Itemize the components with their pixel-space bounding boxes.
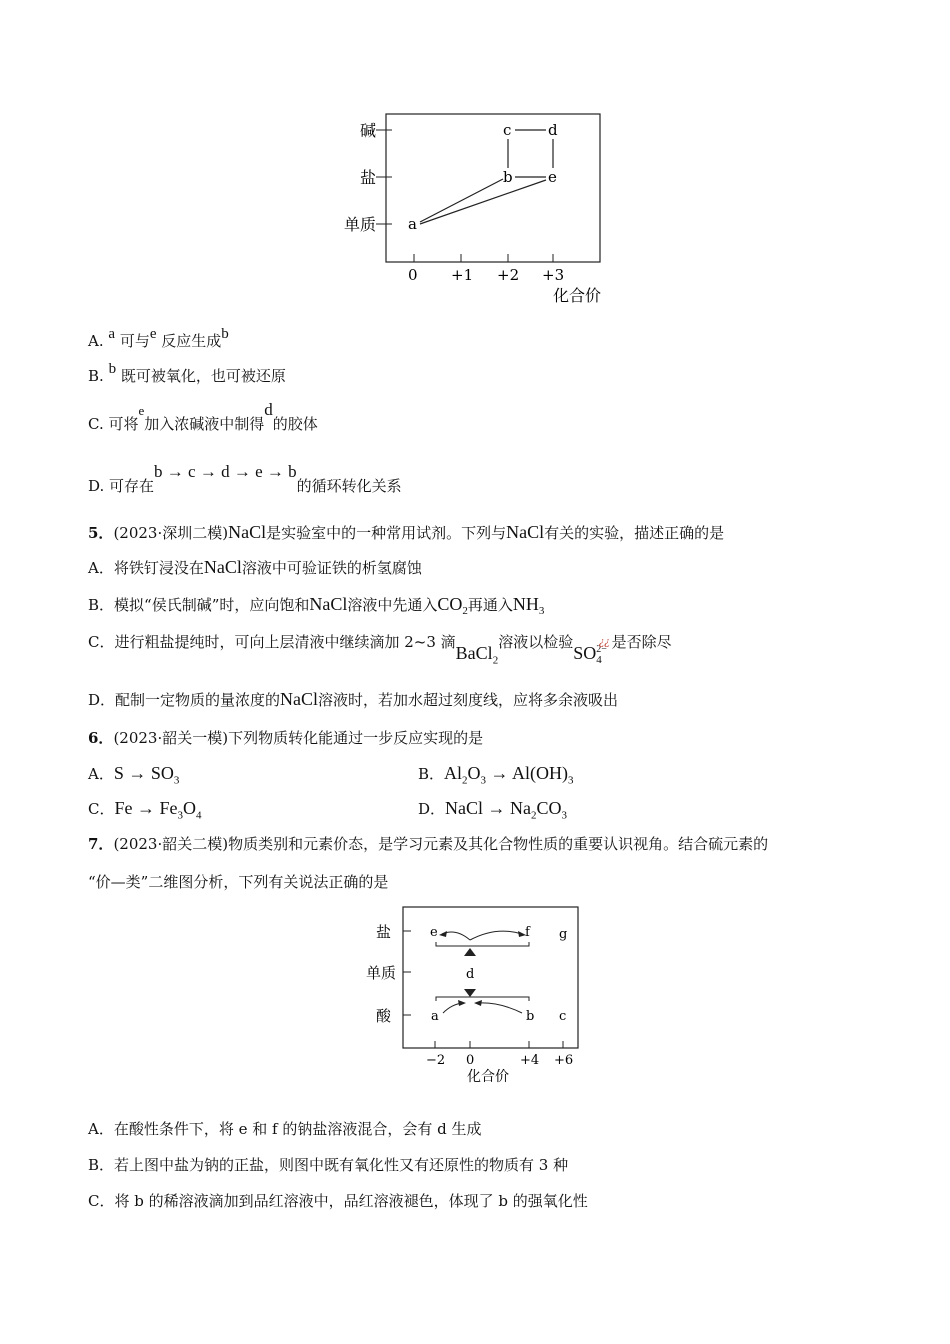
q4-a-prefix: A. <box>88 332 109 350</box>
fig1-point-e: e <box>548 168 557 186</box>
q6-a-arrow: → <box>128 763 147 783</box>
q5-stem-c: 有关的实验，描述正确的是 <box>544 524 725 542</box>
q4-option-c <box>88 400 318 436</box>
q5-option-d <box>88 688 618 711</box>
fig1-point-b: b <box>503 168 513 186</box>
q7-number: 7． <box>88 835 114 853</box>
q7-stem-line2 <box>88 871 388 893</box>
q6-c-formula <box>114 798 202 822</box>
q5-d-text2: 溶液时，若加水超过刻度线，应将多余液吸出 <box>318 691 619 709</box>
q5-option-a <box>88 556 422 579</box>
fig2-xtick-1: 0 <box>466 1053 475 1068</box>
q6-d-to-c: CO <box>536 798 562 818</box>
q7-b-text: B．若上图中盐为钠的正盐，则图中既有氧化性又有还原性的物质有 3 种 <box>88 1156 569 1174</box>
q6-c-from: Fe <box>114 798 133 818</box>
q6-b-from-sub1: 2 <box>462 774 468 787</box>
fig1-ylabel-base: 碱 <box>360 121 377 140</box>
fig2-ylabel-element: 单质 <box>366 964 397 982</box>
fig1-xtick-0: 0 <box>408 266 418 284</box>
fig2-xtick-2: +4 <box>520 1053 540 1068</box>
fig2-point-g: g <box>559 927 568 942</box>
q6-b-label: B． <box>418 765 445 783</box>
fig1-xtick-2: +2 <box>497 266 520 284</box>
q4-option-a <box>88 326 229 353</box>
figure-2-diagram <box>0 900 950 1100</box>
q4-c-prefix: C. 可将 <box>88 415 139 433</box>
q6-a-formula <box>113 763 180 787</box>
q6-a-label: A． <box>88 765 114 783</box>
fig2-point-e: e <box>430 925 438 940</box>
q7-stem-text2: “价—类”二维图分析，下列有关说法正确的是 <box>88 873 389 891</box>
q4-c-t1: 加入浓碱液中制得 <box>144 415 265 433</box>
q7-option-b <box>88 1154 568 1176</box>
q6-c-label: C． <box>88 800 115 818</box>
q6-d-from: NaCl <box>445 798 484 818</box>
q5-a-nacl: NaCl <box>203 557 242 577</box>
q5-c-bacl2-group <box>455 643 499 667</box>
q5-b-text2: 溶液中先通入 <box>347 596 438 614</box>
q4-b-prefix: B. <box>88 367 109 385</box>
fig1-xtick-3: +3 <box>542 266 565 284</box>
q6-row-1 <box>88 762 574 792</box>
q5-b-co2-sub: 2 <box>462 605 468 617</box>
q7-stem-line1 <box>88 833 768 855</box>
q4-c-v2: d <box>264 400 273 419</box>
q6-b-to: Al <box>512 763 531 783</box>
q4-option-b <box>88 361 286 388</box>
fig2-point-c: c <box>559 1009 567 1024</box>
q4-a-v3: b <box>221 326 229 342</box>
q4-c-t2: 的胶体 <box>272 415 318 433</box>
q6-number: 6． <box>88 729 114 747</box>
fig2-point-a: a <box>431 1009 439 1024</box>
figure-1-diagram <box>0 0 950 320</box>
q6-b-from-o: O <box>467 763 481 783</box>
q7-stem-text1: (2023·韶关二模)物质类别和元素价态，是学习元素及其化合物性质的重要认识视角。结合硫元素的 <box>113 835 769 853</box>
fig2-ylabel-acid: 酸 <box>376 1007 392 1025</box>
q5-a-text1: A．将铁钉浸没在 <box>88 559 204 577</box>
q5-d-nacl: NaCl <box>280 689 319 709</box>
q4-a-v2: e <box>149 326 157 342</box>
fig1-point-a: a <box>408 215 417 233</box>
q6-stem <box>88 727 483 749</box>
fig2-xtick-3: +6 <box>554 1053 574 1068</box>
q5-d-text1: D．配制一定物质的量浓度的 <box>88 691 281 709</box>
fig1-point-d: d <box>548 121 558 139</box>
q5-stem-a: (2023·深圳二模) <box>113 524 229 542</box>
q5-b-nh3-sub: 3 <box>538 605 545 617</box>
q5-c-text1: C．进行粗盐提纯时，可向上层清液中继续滴加 2~3 滴 <box>88 633 456 651</box>
q5-b-text1: B．模拟“侯氏制碱”时，应向饱和 <box>88 596 310 614</box>
fig1-ylabel-salt: 盐 <box>360 168 377 187</box>
q6-b-from: Al <box>444 763 463 783</box>
q7-option-a <box>88 1118 481 1140</box>
fig1-xtick-1: +1 <box>451 266 474 284</box>
fig2-ylabel-salt: 盐 <box>376 923 392 941</box>
q4-d-chain: b → c → d → e → b <box>154 462 297 481</box>
q5-c-so4-glitch: ¿¿ <box>598 637 610 648</box>
q5-stem-b: 是实验室中的一种常用试剂。下列与 <box>266 524 507 542</box>
q4-c-v1: e <box>138 403 145 418</box>
q5-b-text3: 再通入 <box>467 596 513 614</box>
q6-a-to-sub: 3 <box>173 774 180 787</box>
q6-d-formula <box>445 798 568 822</box>
q6-d-label: D． <box>418 800 446 818</box>
q7-c-text: C．将 b 的稀溶液滴加到品红溶液中，品红溶液褪色，体现了 b 的强氧化性 <box>88 1192 588 1210</box>
q5-c-bacl2-sub: 2 <box>492 654 499 667</box>
q4-a-t1: 可与 <box>115 332 150 350</box>
q5-c-so4-sup: 2− <box>596 643 607 655</box>
q4-option-d <box>88 462 402 497</box>
q6-d-arrow: → <box>487 798 506 818</box>
q6-b-from-sub2: 3 <box>480 774 487 787</box>
q4-a-t2: 反应生成 <box>156 332 222 350</box>
q6-option-b <box>418 762 574 792</box>
q6-a-to: SO <box>150 763 174 783</box>
fig2-xaxis-label: 化合价 <box>467 1069 509 1085</box>
fig1-xaxis-label: 化合价 <box>553 286 602 305</box>
q6-b-to-paren: (OH) <box>530 763 569 783</box>
fig2-xtick-0: −2 <box>426 1053 446 1068</box>
q6-row-2 <box>88 797 568 827</box>
q4-b-v1: b <box>108 361 117 377</box>
q5-c-text3: 是否除尽 <box>611 633 672 651</box>
q7-option-c <box>88 1190 588 1212</box>
q5-nacl-2: NaCl <box>506 522 545 542</box>
q6-c-to-sub2: 4 <box>195 809 202 822</box>
q6-a-from: S <box>113 763 124 783</box>
q5-b-nh3: NH <box>512 594 539 614</box>
q5-nacl-1: NaCl <box>228 522 267 542</box>
q6-c-arrow: → <box>136 798 155 818</box>
q6-b-to-sub: 3 <box>568 774 574 787</box>
q6-d-to-sub1: 2 <box>531 809 537 822</box>
q6-option-d <box>418 797 567 827</box>
q5-option-c <box>88 630 672 667</box>
q5-c-so4-sub: 4 <box>596 653 602 666</box>
q6-c-to-o: O <box>182 798 196 818</box>
q6-c-to-sub1: 3 <box>177 809 183 822</box>
q5-c-so4: SO <box>573 643 597 663</box>
fig2-point-f: f <box>525 925 530 940</box>
q6-d-to-sub2: 3 <box>561 809 568 822</box>
q4-d-t1: 的循环转化关系 <box>296 477 402 495</box>
q5-number: 5． <box>88 524 114 542</box>
fig1-ylabel-element: 单质 <box>344 215 377 234</box>
fig2-point-d: d <box>466 967 475 982</box>
q4-a-v1: a <box>108 326 116 342</box>
q6-b-arrow: → <box>490 763 509 783</box>
q5-b-co2: CO <box>437 594 463 614</box>
figure-1-frame <box>386 114 600 262</box>
q5-b-nacl: NaCl <box>309 594 348 614</box>
q6-c-to: Fe <box>159 798 178 818</box>
q5-stem <box>88 521 724 544</box>
q7-a-text: A．在酸性条件下，将 e 和 f 的钠盐溶液混合，会有 d 生成 <box>88 1120 482 1138</box>
q4-b-t1: 既可被氧化，也可被还原 <box>116 367 286 385</box>
fig2-point-b: b <box>526 1009 535 1024</box>
q4-d-prefix: D. 可存在 <box>88 477 155 495</box>
q5-c-bacl2: BaCl <box>455 643 493 663</box>
q6-d-to: Na <box>510 798 532 818</box>
q5-c-text2: 溶液以检验 <box>498 633 574 651</box>
q5-a-text2: 溶液中可验证铁的析氢腐蚀 <box>241 559 422 577</box>
q5-option-b <box>88 593 544 622</box>
fig1-point-c: c <box>503 121 512 139</box>
q6-stem-text: (2023·韶关一模)下列物质转化能通过一步反应实现的是 <box>113 729 484 747</box>
q6-b-formula <box>444 763 574 787</box>
